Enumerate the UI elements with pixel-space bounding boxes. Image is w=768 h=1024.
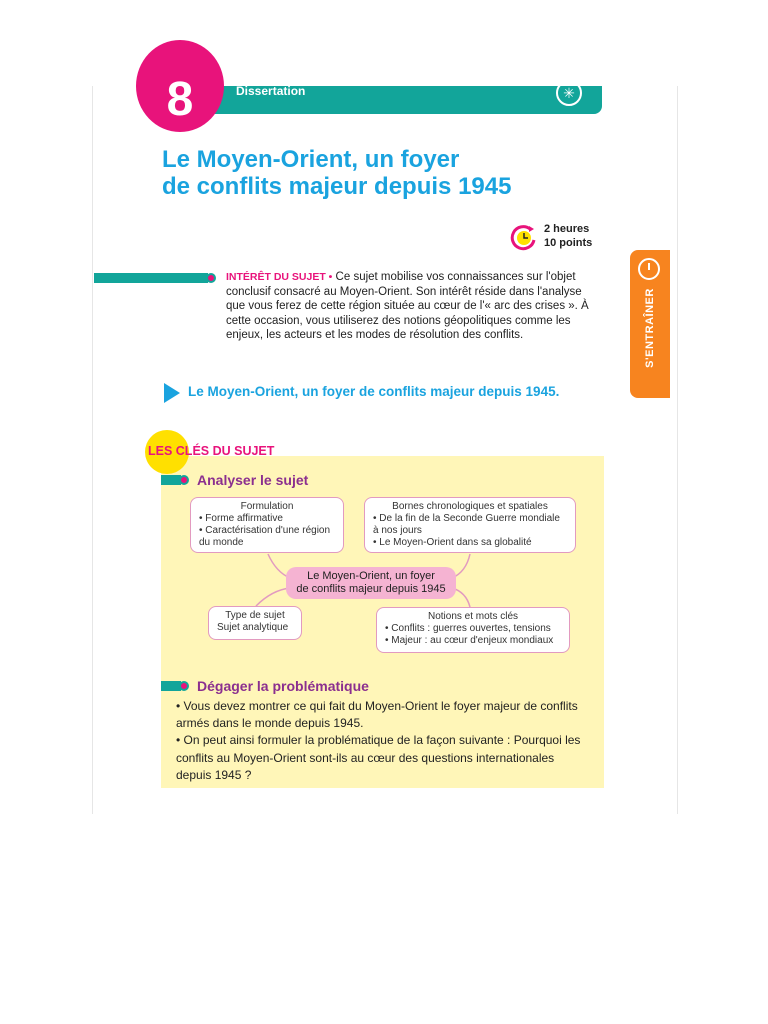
exercise-number: 8 (166, 73, 194, 126)
problem-bullet-icon (179, 681, 189, 691)
mindmap-center-box (286, 567, 456, 599)
formulation-line-3: du monde (199, 537, 244, 548)
category-label: Dissertation (236, 84, 306, 98)
duration-points: 10 points (544, 237, 593, 249)
notions-line-1: • Conflits : guerres ouvertes, tensions (385, 623, 551, 634)
interest-lead: INTÉRÊT DU SUJET • (226, 271, 333, 283)
mindmap-type-box (208, 606, 302, 640)
center-line-2: de conflits majeur depuis 1945 (296, 583, 446, 595)
type-title: Type de sujet (225, 610, 285, 621)
compass-icon: ✳ (556, 80, 582, 106)
duration-hours: 2 heures (544, 223, 590, 235)
formulation-line-2: • Caractérisation d'une région (199, 525, 331, 536)
problem-bar (161, 681, 181, 691)
side-tab-label: S'ENTRAÎNER (644, 288, 656, 368)
title-line-2: de conflits majeur depuis 1945 (162, 173, 512, 200)
subject-statement: Le Moyen-Orient, un foyer de conflits majeur depuis 1945. (188, 384, 560, 399)
notions-title: Notions et mots clés (427, 611, 519, 622)
bornes-line-3: • Le Moyen-Orient dans sa globalité (373, 537, 532, 548)
problem-paragraph (176, 698, 592, 784)
problem-heading: Dégager la problématique (197, 678, 369, 694)
formulation-title: Formulation (240, 501, 294, 512)
mindmap-formulation-box (190, 497, 344, 553)
keys-heading: LES CLÉS DU SUJET (148, 444, 275, 458)
center-line-1: Le Moyen-Orient, un foyer (307, 570, 435, 582)
notions-line-2: • Majeur : au cœur d'enjeux mondiaux (385, 635, 554, 646)
analyse-heading: Analyser le sujet (197, 472, 309, 488)
interest-body: Ce sujet mobilise vos connaissances sur l'objet conclusif consacré au Moyen-Orient. Son intérêt réside dans l'analyse que vous ferez de cette région située au cœur de l'« arc des crises ». À cette occasion, vous utiliserez des notions géopolitiques comme les enjeux, les acteurs et les modes de résolution des conflits. (226, 271, 589, 342)
bornes-line-2: à nos jours (373, 525, 422, 536)
bornes-title: Bornes chronologiques et spatiales (392, 501, 548, 512)
problem-point-2: • On peut ainsi formuler la problématique de la façon suivante : Pourquoi les conflits au Moyen-Orient sont-ils au cœur des questions internationales depuis 1945 ? (176, 733, 581, 782)
problem-point-1: • Vous devez montrer ce qui fait du Moyen-Orient le foyer majeur de conflits armés dans le monde depuis 1945. (176, 699, 578, 731)
formulation-line-1: • Forme affirmative (199, 513, 283, 524)
mindmap-bornes-box (364, 497, 576, 553)
title-line-1: Le Moyen-Orient, un foyer (162, 146, 460, 173)
bornes-line-1: • De la fin de la Seconde Guerre mondiale (373, 513, 560, 524)
mindmap-notions-box (376, 607, 570, 653)
type-line-1: Sujet analytique (217, 622, 289, 633)
